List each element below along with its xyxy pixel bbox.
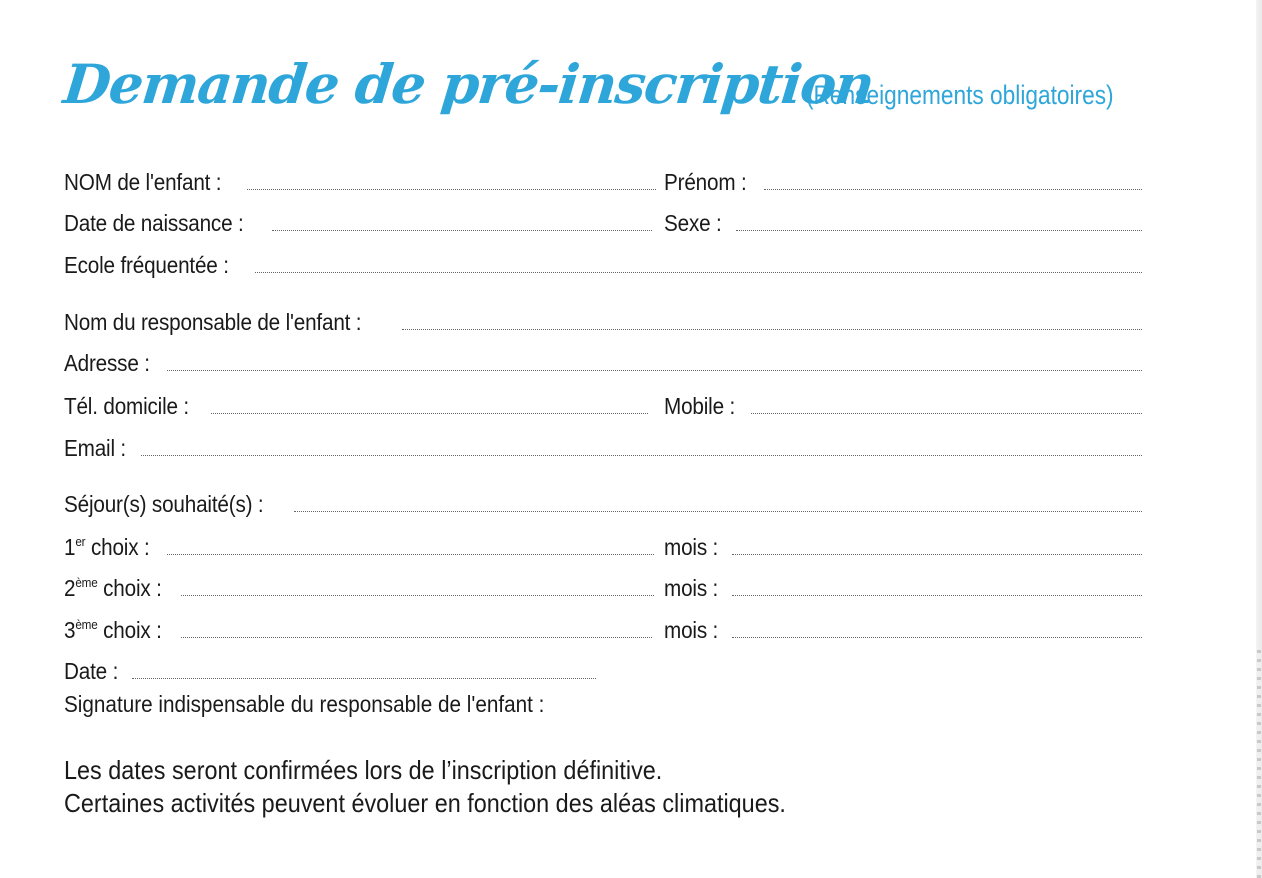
choice-3-month-line[interactable] <box>732 637 1142 638</box>
child-name-field[interactable] <box>64 168 656 196</box>
choice-3-line[interactable] <box>181 637 652 638</box>
address-field[interactable] <box>64 349 1142 377</box>
choice-3-field[interactable] <box>64 616 652 644</box>
choice-3-month-label: mois : <box>664 617 719 643</box>
stays-field[interactable] <box>64 490 1142 518</box>
page-edge <box>1256 0 1262 878</box>
choice-1-field[interactable] <box>64 533 654 561</box>
note-line-1: Les dates seront confirmées lors de l’inscription définitive. <box>64 755 663 785</box>
choice-2-month-line[interactable] <box>732 595 1142 596</box>
address-line[interactable] <box>167 370 1142 371</box>
guardian-label: Nom du responsable de l'enfant : <box>64 309 362 335</box>
choice-1-month-field[interactable] <box>664 533 1142 561</box>
choice-2-line[interactable] <box>181 595 654 596</box>
school-line[interactable] <box>255 272 1142 273</box>
stays-label: Séjour(s) souhaité(s) : <box>64 491 264 517</box>
choice-2-month-label: mois : <box>664 575 719 601</box>
school-label: Ecole fréquentée : <box>64 252 229 278</box>
email-label: Email : <box>64 435 127 461</box>
choice-1-month-label: mois : <box>664 534 719 560</box>
first-name-line[interactable] <box>764 189 1142 190</box>
mobile-label: Mobile : <box>664 393 736 419</box>
email-field[interactable] <box>64 434 1142 462</box>
sex-label: Sexe : <box>664 210 722 236</box>
child-name-label: NOM de l'enfant : <box>64 169 222 195</box>
form-title: Demande de pré-inscription <box>60 52 877 116</box>
school-field[interactable] <box>64 251 1142 279</box>
home-phone-label: Tél. domicile : <box>64 393 189 419</box>
guardian-field[interactable] <box>64 308 1142 336</box>
mobile-field[interactable] <box>664 392 1142 420</box>
form-subtitle: (Renseignements obligatoires) <box>806 80 1114 110</box>
choice-1-month-line[interactable] <box>732 554 1142 555</box>
choice-2-label: 2ème choix : <box>64 575 162 601</box>
sex-line[interactable] <box>736 230 1142 231</box>
stays-line[interactable] <box>294 511 1142 512</box>
date-label: Date : <box>64 658 119 684</box>
address-label: Adresse : <box>64 350 150 376</box>
choice-2-field[interactable] <box>64 574 654 602</box>
signature-label: Signature indispensable du responsable de l'enfant : <box>64 691 545 717</box>
date-field[interactable] <box>64 657 596 685</box>
email-line[interactable] <box>141 455 1142 456</box>
birth-date-line[interactable] <box>272 230 653 231</box>
choice-3-month-field[interactable] <box>664 616 1142 644</box>
choice-1-line[interactable] <box>167 554 654 555</box>
choice-2-month-field[interactable] <box>664 574 1142 602</box>
home-phone-line[interactable] <box>211 413 648 414</box>
date-line[interactable] <box>132 678 596 679</box>
note-line-2: Certaines activités peuvent évoluer en fonction des aléas climatiques. <box>64 788 786 818</box>
home-phone-field[interactable] <box>64 392 648 420</box>
sex-field[interactable] <box>664 209 1142 237</box>
birth-date-field[interactable] <box>64 209 652 237</box>
choice-1-label: 1er choix : <box>64 534 150 560</box>
birth-date-label: Date de naissance : <box>64 210 244 236</box>
first-name-field[interactable] <box>664 168 1142 196</box>
form-header <box>60 50 1164 130</box>
child-name-line[interactable] <box>247 189 656 190</box>
first-name-label: Prénom : <box>664 169 747 195</box>
choice-3-label: 3ème choix : <box>64 617 162 643</box>
guardian-line[interactable] <box>402 329 1142 330</box>
mobile-line[interactable] <box>751 413 1142 414</box>
